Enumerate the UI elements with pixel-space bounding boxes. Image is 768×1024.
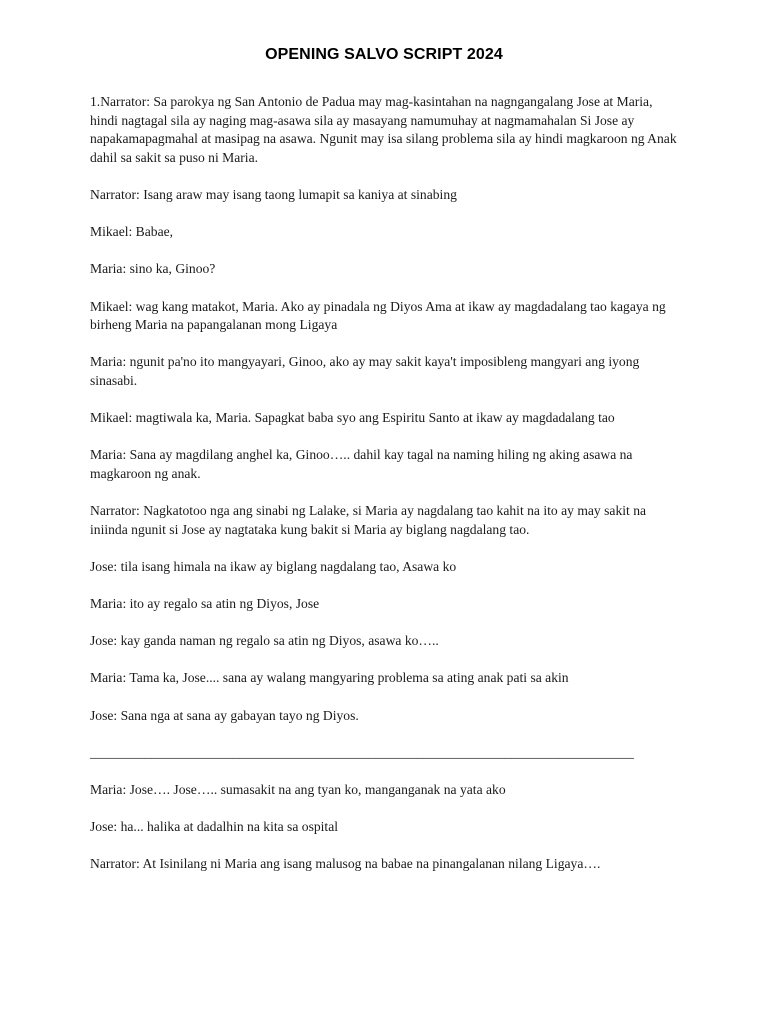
script-line-jose: Jose: kay ganda naman ng regalo sa atin ng Diyos, asawa ko….. — [90, 633, 439, 649]
script-line-jose: Jose: ha... halika at dadalhin na kita sa ospital — [90, 819, 339, 835]
script-body — [90, 93, 682, 893]
scene-separator: ________________________________________________________________________________ — [90, 744, 634, 760]
document-title: OPENING SALVO SCRIPT 2024 — [265, 46, 503, 63]
script-line-maria: Maria: Jose…. Jose….. sumasakit na ang tyan ko, manganganak na yata ako — [90, 781, 506, 797]
script-line-narrator: Narrator: Isang araw may isang taong lumapit sa kaniya at sinabing — [90, 186, 457, 202]
script-line-narrator: Narrator: At Isinilang ni Maria ang isang malusog na babae na pinangalanan nilang Ligaya…. — [90, 856, 601, 872]
script-line-maria: Maria: ito ay regalo sa atin ng Diyos, Jose — [90, 596, 320, 612]
script-line-mikael: Mikael: magtiwala ka, Maria. Sapagkat baba syo ang Espiritu Santo at ikaw ay magdadalang tao — [90, 410, 615, 426]
script-line-maria: Maria: ngunit pa'no ito mangyayari, Ginoo, ako ay may sakit kaya't imposibleng mangyari ang iyong sinasabi. — [90, 354, 640, 388]
script-line-maria: Maria: Tama ka, Jose.... sana ay walang mangyaring problema sa ating anak pati sa akin — [90, 670, 569, 686]
script-line-jose: Jose: tila isang himala na ikaw ay biglang nagdalang tao, Asawa ko — [90, 558, 457, 574]
script-line-mikael: Mikael: Babae, — [90, 224, 174, 240]
script-line-maria: Maria: Sana ay magdilang anghel ka, Ginoo….. dahil kay tagal na naming hiling ng aking asawa na magkaroon ng anak. — [90, 447, 633, 481]
script-line-jose: Jose: Sana nga at sana ay gabayan tayo ng Diyos. — [90, 707, 359, 723]
script-line-mikael: Mikael: wag kang matakot, Maria. Ako ay pinadala ng Diyos Ama at ikaw ay magdadalang tao kagaya ng birheng Maria na papangalanan mong Ligaya — [90, 298, 666, 333]
script-line-maria: Maria: sino ka, Ginoo? — [90, 261, 216, 277]
script-line-narrator: Narrator: Nagkatotoo nga ang sinabi ng Lalake, si Maria ay nagdalang tao kahit na ito ay may sakit na iniinda ngunit si Jose ay nagtataka kung bakit si Maria ay biglang nagdalang tao. — [90, 503, 647, 537]
script-line-narrator-intro: 1.Narrator: Sa parokya ng San Antonio de Padua may mag-kasintahan na nagngangalang Jose at Maria, hindi nagtagal sila ay naging mag-asawa sila ay masayang namumuhay at nagmamahalan Si Jose ay napakamapagmahal at masipag na asawa. Ngunit may isa silang problema sila ay hindi magkaroon ng Anak dahil sa sakit sa puso ni Maria. — [90, 94, 677, 165]
